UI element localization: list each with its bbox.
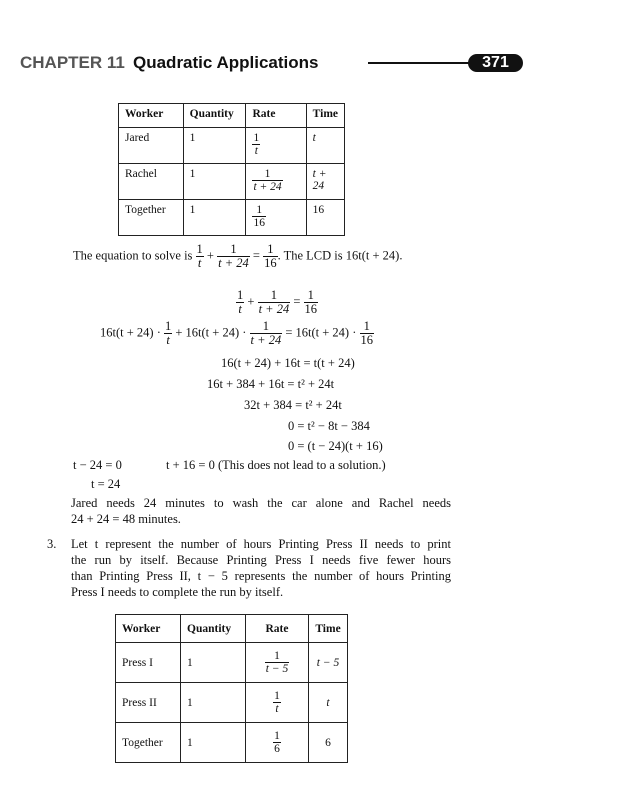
step-3: 16(t + 24) + 16t = t(t + 24) [221,356,355,370]
rate-cell: $\frac{1}{t}$ [246,683,309,723]
quantity-cell: 1 [181,683,246,723]
table-header: Quantity [183,104,246,128]
worker-cell: Jared [119,128,184,164]
header-rule [368,62,478,64]
table-row [119,200,345,236]
work-table-2 [115,614,348,763]
table-row [119,128,345,164]
step-7: 0 = (t − 24)(t + 16) [288,439,383,453]
time-cell: t [306,128,344,164]
table-header: Time [309,615,348,643]
table-header: Rate [246,615,309,643]
quantity-cell: 1 [183,200,246,236]
step-8a: t − 24 = 0 [73,458,122,472]
rate-cell: $\frac{1}{16}$ [246,200,306,236]
problem-number: 3. [47,537,57,551]
intro-equation-line: The equation to solve is $\frac{1}{t}$ + $\frac{1}{t + 24}$ = $\frac{1}{16}$ . The LCD is 16t(t + 24). [73,242,403,271]
worker-cell: Rachel [119,164,184,200]
step-6: 0 = t² − 8t − 384 [288,419,370,433]
step-8b: t + 16 = 0 (This does not lead to a solution.) [166,458,386,472]
table-header: Quantity [181,615,246,643]
problem-3-text: Let t represent the number of hours Printing Press II needs to print the run by itself. Because Printing Press I needs five fewer hours than Printing Press II, t − 5 represents the number of hours Printing Press I needs to complete the run by itself. [71,537,451,599]
step-1: $\frac{1}{t}$ + $\frac{1}{t + 24}$ = $\frac{1}{16}$ [237,288,318,317]
worker-cell: Press II [116,683,181,723]
time-cell: t − 5 [309,643,348,683]
table-row [119,164,345,200]
quantity-cell: 1 [181,723,246,763]
step-4: 16t + 384 + 16t = t² + 24t [207,377,335,391]
step-2: 16t(t + 24) · $\frac{1}{t}$ + 16t(t + 24) · $\frac{1}{t + 24}$ = 16t(t + 24) · $\frac{1}{16}$ [100,319,373,348]
quantity-cell: 1 [183,164,246,200]
step-9: t = 24 [91,477,121,491]
quantity-cell: 1 [183,128,246,164]
table-header: Time [306,104,344,128]
time-cell: t + 24 [306,164,344,200]
table-row [116,643,348,683]
worker-cell: Together [119,200,184,236]
time-cell: t [309,683,348,723]
page-number: 371 [468,54,523,72]
worker-cell: Together [116,723,181,763]
chapter-label: CHAPTER 11 [20,53,125,72]
quantity-cell: 1 [181,643,246,683]
time-cell: 16 [306,200,344,236]
rate-cell: $\frac{1}{t}$ [246,128,306,164]
conclusion: Jared needs 24 minutes to wash the car alone and Rachel needs 24 + 24 = 48 minutes. [71,496,451,526]
time-cell: 6 [309,723,348,763]
worker-cell: Press I [116,643,181,683]
rate-cell: $\frac{1}{t - 5}$ [246,643,309,683]
work-table-1 [118,103,345,236]
rate-cell: $\frac{1}{t + 24}$ [246,164,306,200]
table-row [116,683,348,723]
table-header: Worker [119,104,184,128]
rate-cell: $\frac{1}{6}$ [246,723,309,763]
chapter-title: Quadratic Applications [133,53,319,72]
table-header: Worker [116,615,181,643]
table-row [116,723,348,763]
table-header: Rate [246,104,306,128]
step-5: 32t + 384 = t² + 24t [244,398,342,412]
